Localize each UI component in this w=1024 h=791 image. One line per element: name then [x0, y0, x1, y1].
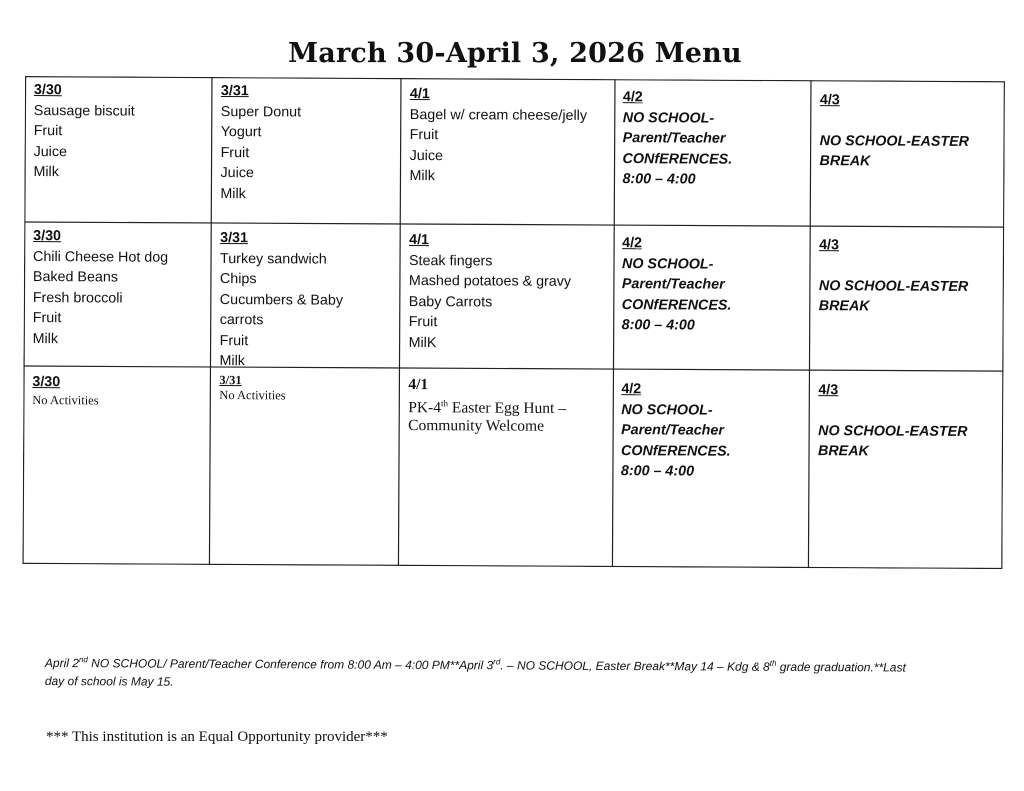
menu-item: Chips [219, 271, 257, 288]
day-header: 4/1 [409, 86, 430, 103]
menu-item: Turkey sandwich [220, 250, 327, 268]
notice-line: NO SCHOOL-EASTER [818, 422, 968, 440]
day-header: 4/2 [621, 381, 642, 398]
activity-item: No Activities [32, 392, 99, 407]
notice-line: Parent/Teacher [622, 130, 726, 147]
notice-line: BREAK [819, 153, 871, 170]
menu-item: carrots [219, 312, 264, 329]
cell-breakfast-3-30 [33, 80, 134, 183]
menu-item: Fruit [32, 310, 62, 327]
activity-item: No Activities [219, 388, 286, 403]
cell-activities-3-31 [219, 373, 285, 403]
cell-breakfast-4-1 [409, 84, 587, 187]
menu-item: Super Donut [220, 103, 302, 120]
menu-item: Juice [409, 147, 444, 164]
menu-item: Juice [33, 143, 68, 160]
activity-item: Community Welcome [408, 417, 545, 435]
menu-item: Chili Cheese Hot dog [33, 248, 169, 266]
day-header: 3/31 [220, 230, 249, 247]
day-header: 4/1 [409, 232, 430, 249]
menu-item: Cucumbers & Baby [219, 291, 344, 309]
activity-text: PK-4 [408, 399, 442, 417]
menu-item: Yogurt [220, 124, 262, 141]
notice-line: 8:00 – 4:00 [621, 317, 695, 334]
notice-line: NO SCHOOL-EASTER [818, 277, 969, 295]
activity-text: Easter Egg Hunt – [447, 399, 567, 417]
menu-item: Milk [33, 164, 59, 181]
menu-item: Fruit [219, 332, 249, 349]
menu-item: Milk [409, 168, 435, 185]
day-header: 4/3 [819, 92, 840, 109]
menu-item: Juice [220, 165, 254, 182]
notice-line: 8:00 – 4:00 [620, 463, 695, 480]
notice-line: NO SCHOOL- [621, 255, 714, 273]
menu-item: Fruit [220, 144, 250, 161]
cell-activities-4-1 [408, 376, 566, 436]
menu-item: Baby Carrots [408, 293, 493, 310]
notice-line: Parent/Teacher [621, 276, 725, 293]
cell-lunch-4-1 [409, 230, 572, 354]
notice-line: BREAK [818, 443, 869, 460]
notice-line: CONfERENCES. [622, 150, 733, 168]
day-header: 3/30 [32, 374, 61, 391]
cell-activities-4-3 [818, 380, 968, 462]
footer-notes [45, 654, 985, 695]
cell-breakfast-3-31 [220, 81, 301, 204]
cell-activities-4-2 [621, 379, 731, 482]
page-title: March 30-April 3, 2026 Menu [288, 38, 742, 69]
cell-lunch-3-30 [33, 226, 169, 350]
notice-line: NO SCHOOL- [622, 109, 715, 127]
menu-item: Baked Beans [32, 269, 119, 286]
menu-item: Milk [32, 330, 59, 347]
footer-line-2: day of school is May 15. [44, 673, 174, 689]
cell-breakfast-4-3 [820, 90, 970, 172]
day-header: 3/30 [33, 82, 62, 99]
cell-lunch-4-3 [819, 235, 969, 317]
notice-line: NO SCHOOL- [621, 401, 713, 419]
notice-line: Parent/Teacher [621, 422, 724, 439]
day-header: 4/3 [819, 237, 840, 254]
day-header: 3/30 [33, 228, 62, 245]
activity-item [408, 394, 566, 418]
notice-line: CONfERENCES. [621, 296, 732, 314]
menu-item: Milk [220, 185, 246, 202]
cell-breakfast-4-2 [622, 87, 732, 190]
menu-item: Fresh broccoli [32, 289, 123, 307]
notice-line: CONfERENCES. [621, 442, 731, 460]
footer-line-1: April 2nd NO SCHOOL/ Parent/Teacher Conference from 8:00 Am – 4:00 PM**April 3rd. – NO SCHOOL, Easter Break**May 14 – Kdg & 8th grade graduation.**Last [44, 655, 906, 675]
activity-superscript: th [441, 398, 449, 409]
menu-item: Milk [219, 353, 245, 370]
day-header: 4/1 [408, 376, 429, 394]
menu-item: MilK [408, 334, 437, 351]
day-header: 4/3 [818, 382, 839, 399]
day-header: 3/31 [220, 83, 249, 100]
notice-line: BREAK [818, 298, 870, 315]
menu-item: Mashed potatoes & gravy [408, 273, 572, 290]
menu-table [22, 76, 1005, 569]
menu-item: Sausage biscuit [33, 102, 135, 120]
equal-opportunity-statement: *** This institution is an Equal Opportunity provider*** [46, 729, 388, 745]
menu-item: Bagel w/ cream cheese/jelly [409, 106, 588, 124]
notice-line: NO SCHOOL-EASTER [819, 132, 970, 150]
menu-item: Fruit [408, 314, 438, 331]
menu-item: Fruit [33, 123, 63, 140]
day-header: 4/2 [622, 235, 643, 252]
cell-lunch-4-2 [622, 233, 732, 336]
cell-activities-3-30 [32, 372, 99, 408]
menu-item: Fruit [409, 127, 439, 144]
menu-item: Steak fingers [408, 252, 493, 269]
day-header: 4/2 [622, 89, 643, 106]
cell-lunch-3-31 [219, 228, 343, 372]
day-header: 3/31 [219, 373, 242, 388]
notice-line: 8:00 – 4:00 [622, 171, 696, 188]
